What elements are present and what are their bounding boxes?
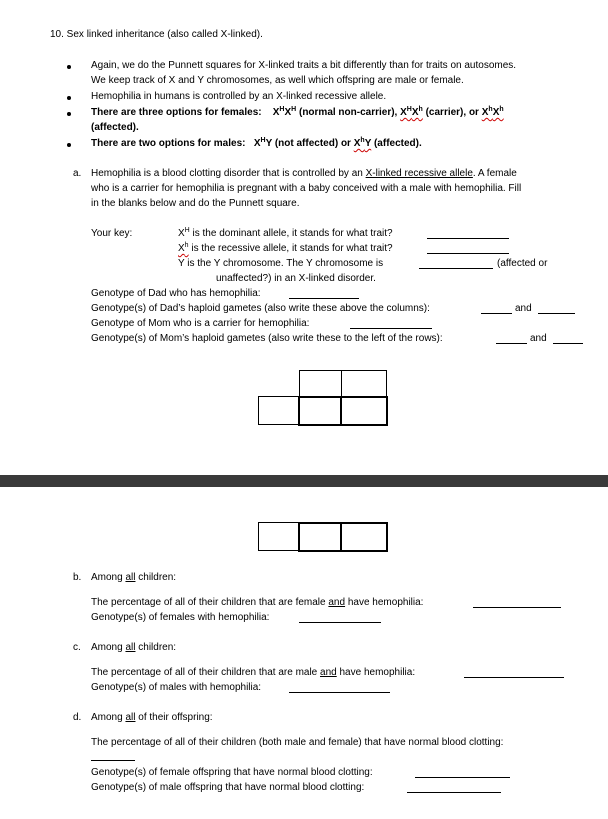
bullet-dot (67, 112, 71, 116)
punnett-column-header-1[interactable] (299, 370, 342, 397)
mom-gamete-2-blank[interactable] (553, 343, 583, 344)
bullet-dot (67, 65, 71, 69)
bullet-1-line-1: Again, we do the Punnett squares for X-linked traits a bit differently than for traits on autosomes. (91, 60, 517, 71)
question-title: 10. Sex linked inheritance (also called X-linked). (50, 29, 263, 40)
punnett-row-header-2[interactable] (258, 522, 300, 551)
part-c-genotypes: Genotype(s) of males with hemophilia: (91, 682, 262, 693)
and-text: and (530, 333, 547, 344)
key-y-tail: (affected or (497, 258, 548, 269)
punnett-cell[interactable] (340, 396, 388, 426)
mom-genotype-label: Genotype of Mom who is a carrier for hemophilia: (91, 318, 310, 329)
mom-gametes-label: Genotype(s) of Mom’s haploid gametes (also write these to the left of the rows): (91, 333, 443, 344)
punnett-cell[interactable] (298, 396, 342, 426)
part-d-female-genotypes: Genotype(s) of female offspring that have normal blood clotting: (91, 767, 373, 778)
bullet-dot (67, 143, 71, 147)
part-a-line-3: in the blanks below and do the Punnett square. (91, 198, 300, 209)
genotype-female-carrier: $X^HX^h$ (400, 106, 423, 118)
bullet-2: Hemophilia in humans is controlled by an X-linked recessive allele. (91, 91, 387, 102)
part-c-question: The percentage of all of their children that are male and have hemophilia: (91, 667, 416, 678)
normal-clotting-percent-blank[interactable] (91, 760, 135, 761)
and-text: and (515, 303, 532, 314)
part-d-heading: Among all of their offspring: (91, 712, 213, 723)
genotype-male-affected: $X^hY$ (353, 137, 372, 149)
part-d-letter: d. (73, 712, 82, 723)
part-c-letter: c. (73, 642, 81, 653)
part-d-male-genotypes: Genotype(s) of male offspring that have normal blood clotting: (91, 782, 365, 793)
key-label: Your key: (91, 228, 133, 239)
bullet-4-lead: There are two options for males: (91, 138, 246, 149)
key-y-continued: unaffected?) in an X-linked disorder. (216, 273, 376, 284)
part-b-heading: Among all children: (91, 572, 177, 583)
x-linked-recessive-allele-text: X-linked recessive allele (365, 168, 473, 179)
female-normal-note: (normal non-carrier), (298, 107, 398, 118)
dad-genotype-label: Genotype of Dad who has hemophilia: (91, 288, 261, 299)
genotype-male-normal: $X^HY$ (253, 137, 273, 149)
male-normal-note: (not affected) or (274, 138, 351, 149)
dad-gametes-label: Genotype(s) of Dad’s haploid gametes (also write these above the columns): (91, 303, 430, 314)
part-a-letter: a. (73, 168, 82, 179)
female-hemophilia-percent-blank[interactable] (473, 607, 561, 608)
dad-gamete-2-blank[interactable] (538, 313, 575, 314)
punnett-row-header-1[interactable] (258, 396, 300, 425)
male-hemophilia-genotype-blank[interactable] (289, 692, 390, 693)
punnett-cell[interactable] (340, 522, 388, 552)
mom-gamete-1-blank[interactable] (496, 343, 527, 344)
punnett-cell[interactable] (298, 522, 342, 552)
mom-genotype-blank[interactable] (350, 328, 432, 329)
recessive-trait-blank[interactable] (427, 253, 509, 254)
key-y-chromosome: Y is the Y chromosome. The Y chromosome is (178, 258, 384, 269)
part-d-question: The percentage of all of their children (both male and female) that have normal blood clotting: (91, 737, 504, 748)
genotype-female-affected: $X^hX^h$ (481, 106, 504, 118)
page-divider (0, 475, 608, 487)
bullet-4 (91, 138, 422, 149)
female-normal-genotype-blank[interactable] (415, 777, 510, 778)
part-c-heading: Among all children: (91, 642, 177, 653)
female-hemophilia-genotype-blank[interactable] (299, 622, 381, 623)
key-dominant: $X^H$ is the dominant allele, it stands for what trait? (178, 227, 393, 239)
male-normal-genotype-blank[interactable] (407, 792, 501, 793)
dominant-trait-blank[interactable] (427, 238, 509, 239)
bullet-3-lead: There are three options for females: (91, 107, 262, 118)
part-a-line-1: Hemophilia is a blood clotting disorder that is controlled by an X-linked recessive allele. A female (91, 168, 517, 179)
punnett-column-header-2[interactable] (341, 370, 387, 397)
male-affected-note: (affected). (373, 138, 422, 149)
part-b-genotypes: Genotype(s) of females with hemophilia: (91, 612, 270, 623)
female-carrier-note: (carrier), or (425, 107, 479, 118)
bullet-dot (67, 96, 71, 100)
genotype-female-normal: $X^HX^H$ (272, 106, 297, 118)
bullet-3-affected: (affected). (91, 122, 139, 133)
bullet-1-line-2: We keep track of X and Y chromosomes, as well which offspring are male or female. (91, 75, 464, 86)
dad-genotype-blank[interactable] (289, 298, 359, 299)
dad-gamete-1-blank[interactable] (481, 313, 512, 314)
y-chromosome-blank[interactable] (419, 268, 493, 269)
bullet-3 (91, 107, 504, 118)
part-a-line-2: who is a carrier for hemophilia is pregnant with a baby conceived with a male with hemophilia. Fill (91, 183, 522, 194)
part-b-letter: b. (73, 572, 82, 583)
part-b-question: The percentage of all of their children that are female and have hemophilia: (91, 597, 424, 608)
key-recessive: $X^h$ is the recessive allele, it stands for what trait? (178, 242, 393, 254)
male-hemophilia-percent-blank[interactable] (464, 677, 564, 678)
